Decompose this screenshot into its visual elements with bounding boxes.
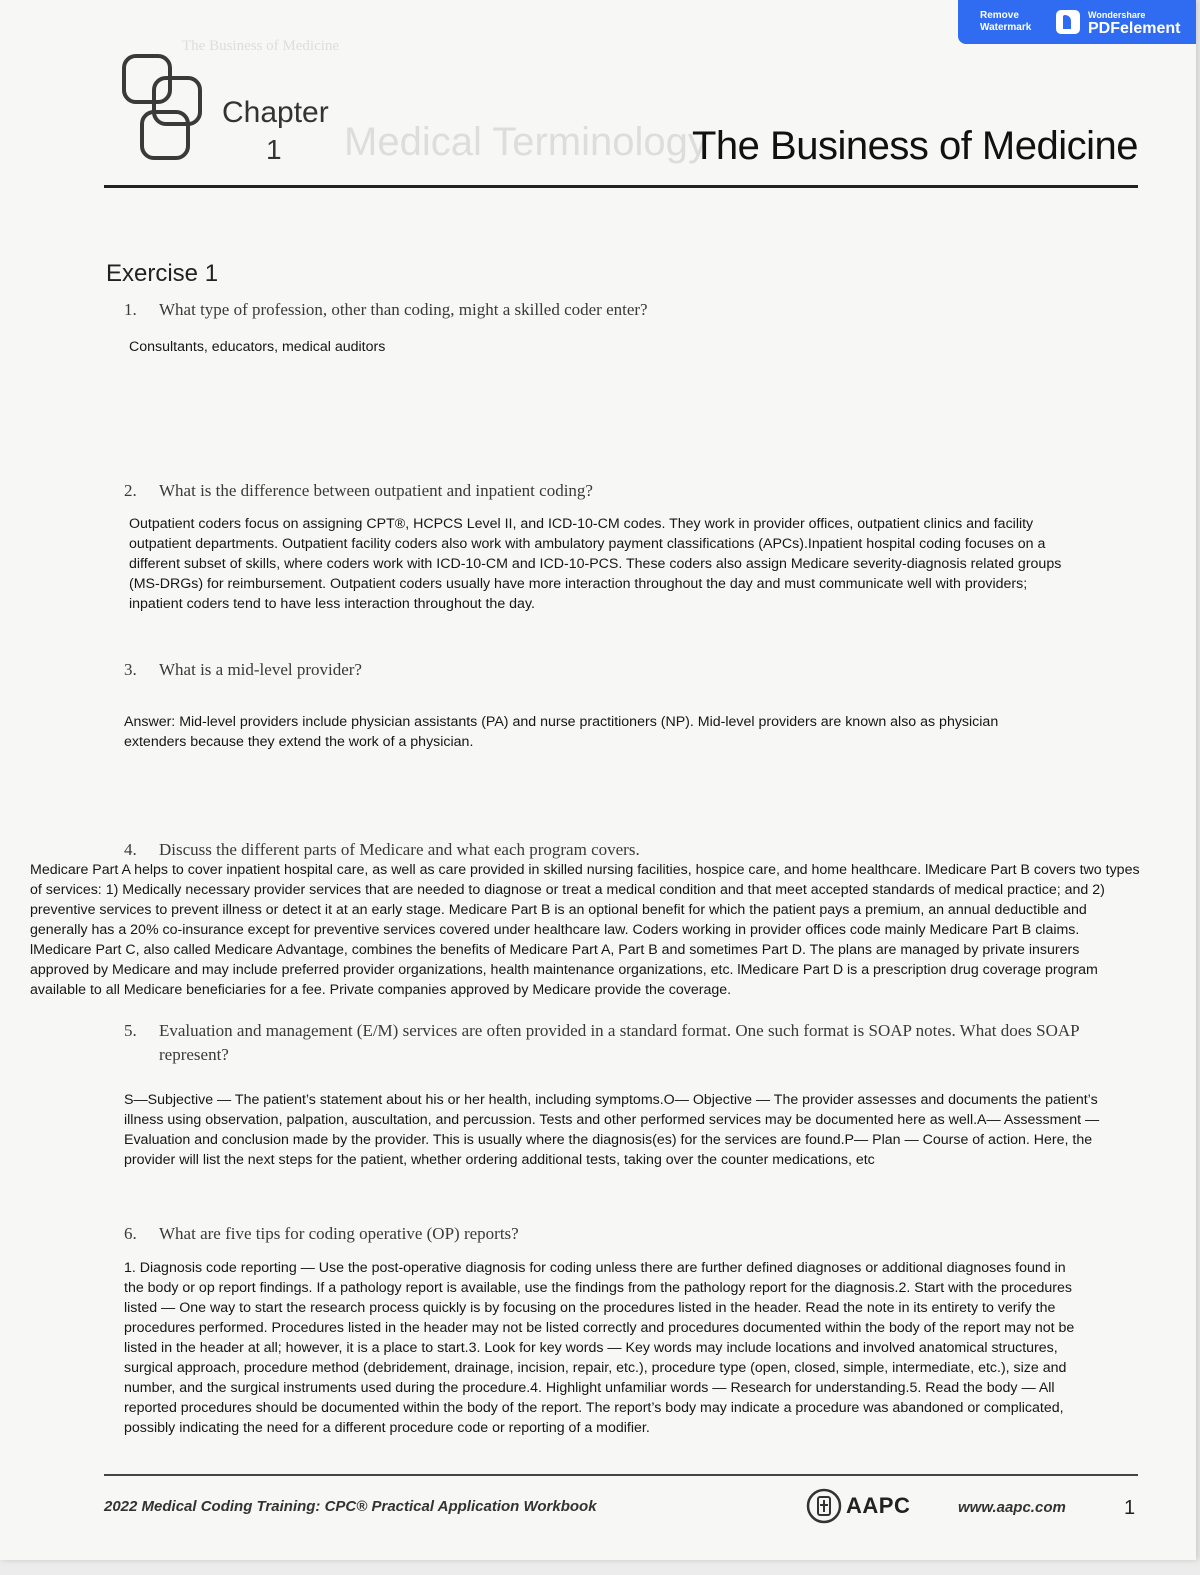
title-divider [104, 185, 1138, 188]
question-4 [124, 838, 1094, 862]
bleed-through-title: Medical Terminology [344, 120, 708, 164]
footer-book-title: 2022 Medical Coding Training: CPC® Practical Application Workbook [104, 1498, 597, 1515]
question-text: Evaluation and management (E/M) services are often provided in a standard format. One such format is SOAP notes. What does SOAP represent? [159, 1021, 1079, 1064]
question-text: Discuss the different parts of Medicare and what each program covers. [159, 840, 640, 859]
question-number: 1. [124, 300, 137, 319]
question-number: 5. [124, 1021, 137, 1040]
watermark-brand [1088, 8, 1180, 36]
answer-1: Consultants, educators, medical auditors [129, 339, 386, 355]
remove-watermark-label: Remove Watermark [980, 10, 1032, 33]
aapc-wordmark: AAPC [846, 1493, 911, 1518]
question-1 [124, 298, 1094, 322]
bleed-through-running-head: The Business of Medicine [182, 38, 340, 54]
question-text: What is the difference between outpatient and inpatient coding? [159, 481, 593, 500]
exercise-title: Exercise 1 [106, 260, 219, 287]
question-text: What are five tips for coding operative (OP) reports? [159, 1224, 519, 1243]
chapter-logo-icon [120, 52, 210, 162]
question-5 [124, 1019, 1094, 1067]
watermark-brand-small: Wondershare [1088, 10, 1146, 20]
aapc-seal-icon [806, 1488, 842, 1524]
question-text: What is a mid-level provider? [159, 660, 362, 679]
question-2 [124, 479, 1094, 503]
page-title: The Business of Medicine [691, 124, 1138, 168]
remove-watermark-button[interactable] [958, 0, 1196, 44]
answer-6: 1. Diagnosis code reporting — Use the post-operative diagnosis for coding unless there are further defined diagnoses or additional diagnoses found in the body or op report findings. If a pathology report is available, use the findings from the pathology report for the diagnosis.2. Start with the procedures listed — One way to start the research process quickly is by focusing on the procedures listed in the header. Read the note in its entirety to verify the procedures performed. Procedures listed in the header may not be listed correctly and procedures documented within the body of the report may not be listed in the header at all; however, it is a place to start.3. Look for key words — Key words may include locations and involved anatomical structures, surgical approach, procedure method (debridement, drainage, incision, repair, etc.), procedure type (open, closed, simple, intermediate, etc.), size and number, and the surgical instruments used during the procedure.4. Highlight unfamiliar words — Research for understanding.5. Read the body — All reported procedures should be documented within the body of the report. The report’s body may indicate a procedure was abandoned or complicated, possibly indicating the need for a different procedure code or reporting of a modifier. [124, 1260, 1075, 1436]
footer-url: www.aapc.com [958, 1499, 1066, 1516]
question-number: 3. [124, 660, 137, 679]
question-number: 6. [124, 1224, 137, 1243]
question-text: What type of profession, other than coding, might a skilled coder enter? [159, 300, 648, 319]
aapc-logo [806, 1488, 910, 1524]
answer-3: Answer: Mid-level providers include physician assistants (PA) and nurse practitioners (NP). Mid-level providers are known also as physician extenders because they extend the work of a physician. [124, 714, 999, 750]
answer-4: Medicare Part A helps to cover inpatient hospital care, as well as care provided in skilled nursing facilities, hospice care, and home healthcare. lMedicare Part B covers two types of services: 1) Medically necessary provider services that are needed to diagnose or treat a medical condition and that meet accepted standards of medical practice; and 2) preventive services to prevent illness or detect it at an early stage. Medicare Part B is an optional benefit for which the patient pays a premium, an annual deductible and generally has a 20% co-insurance except for preventive services covered under healthcare law. Coders working in provider offices code mainly Medicare Part B claims. lMedicare Part C, also called Medicare Advantage, combines the benefits of Medicare Part A, Part B and sometimes Part D. The plans are managed by private insurers approved by Medicare and may include preferred provider organizations, health maintenance organizations, etc. lMedicare Part D is a prescription drug coverage program available to all Medicare beneficiaries for a fee. Private companies approved by Medicare provide the coverage. [30, 862, 1140, 998]
question-number: 4. [124, 840, 137, 859]
answer-2: Outpatient coders focus on assigning CPT®, HCPCS Level II, and ICD-10-CM codes. They work in provider offices, outpatient clinics and facility outpatient departments. Outpatient facility coders also work with ambulatory payment classifications (APCs).Inpatient hospital coding focuses on a different subset of skills, where coders work with ICD-10-CM and ICD-10-PCS. These coders also assign Medicare severity-diagnosis related groups (MS-DRGs) for reimbursement. Outpatient coders usually have more interaction throughout the day and must communicate well with providers; inpatient coders tend to have less interaction throughout the day. [129, 516, 1062, 612]
answer-5: S—Subjective — The patient’s statement about his or her health, including symptoms.O— Objective — The provider assesses and documents the patient’s illness using observation, palpation, auscultation, and percussion. Tests and other performed services may be documented here as well.A— Assessment — Evaluation and conclusion made by the provider. This is usually where the diagnosis(es) for the services are found.P— Plan — Course of action. Here, the provider will list the next steps for the patient, whether ordering additional tests, taking over the counter medications, etc [124, 1092, 1100, 1168]
question-3 [124, 658, 1094, 682]
question-6 [124, 1222, 1094, 1246]
chapter-number: 1 [266, 134, 282, 165]
footer-divider [104, 1474, 1138, 1476]
chapter-label: Chapter [222, 96, 329, 129]
pdfelement-logo-icon [1056, 10, 1080, 34]
question-number: 2. [124, 481, 137, 500]
page-number: 1 [1124, 1497, 1136, 1519]
watermark-brand-big: PDFelement [1088, 20, 1181, 37]
